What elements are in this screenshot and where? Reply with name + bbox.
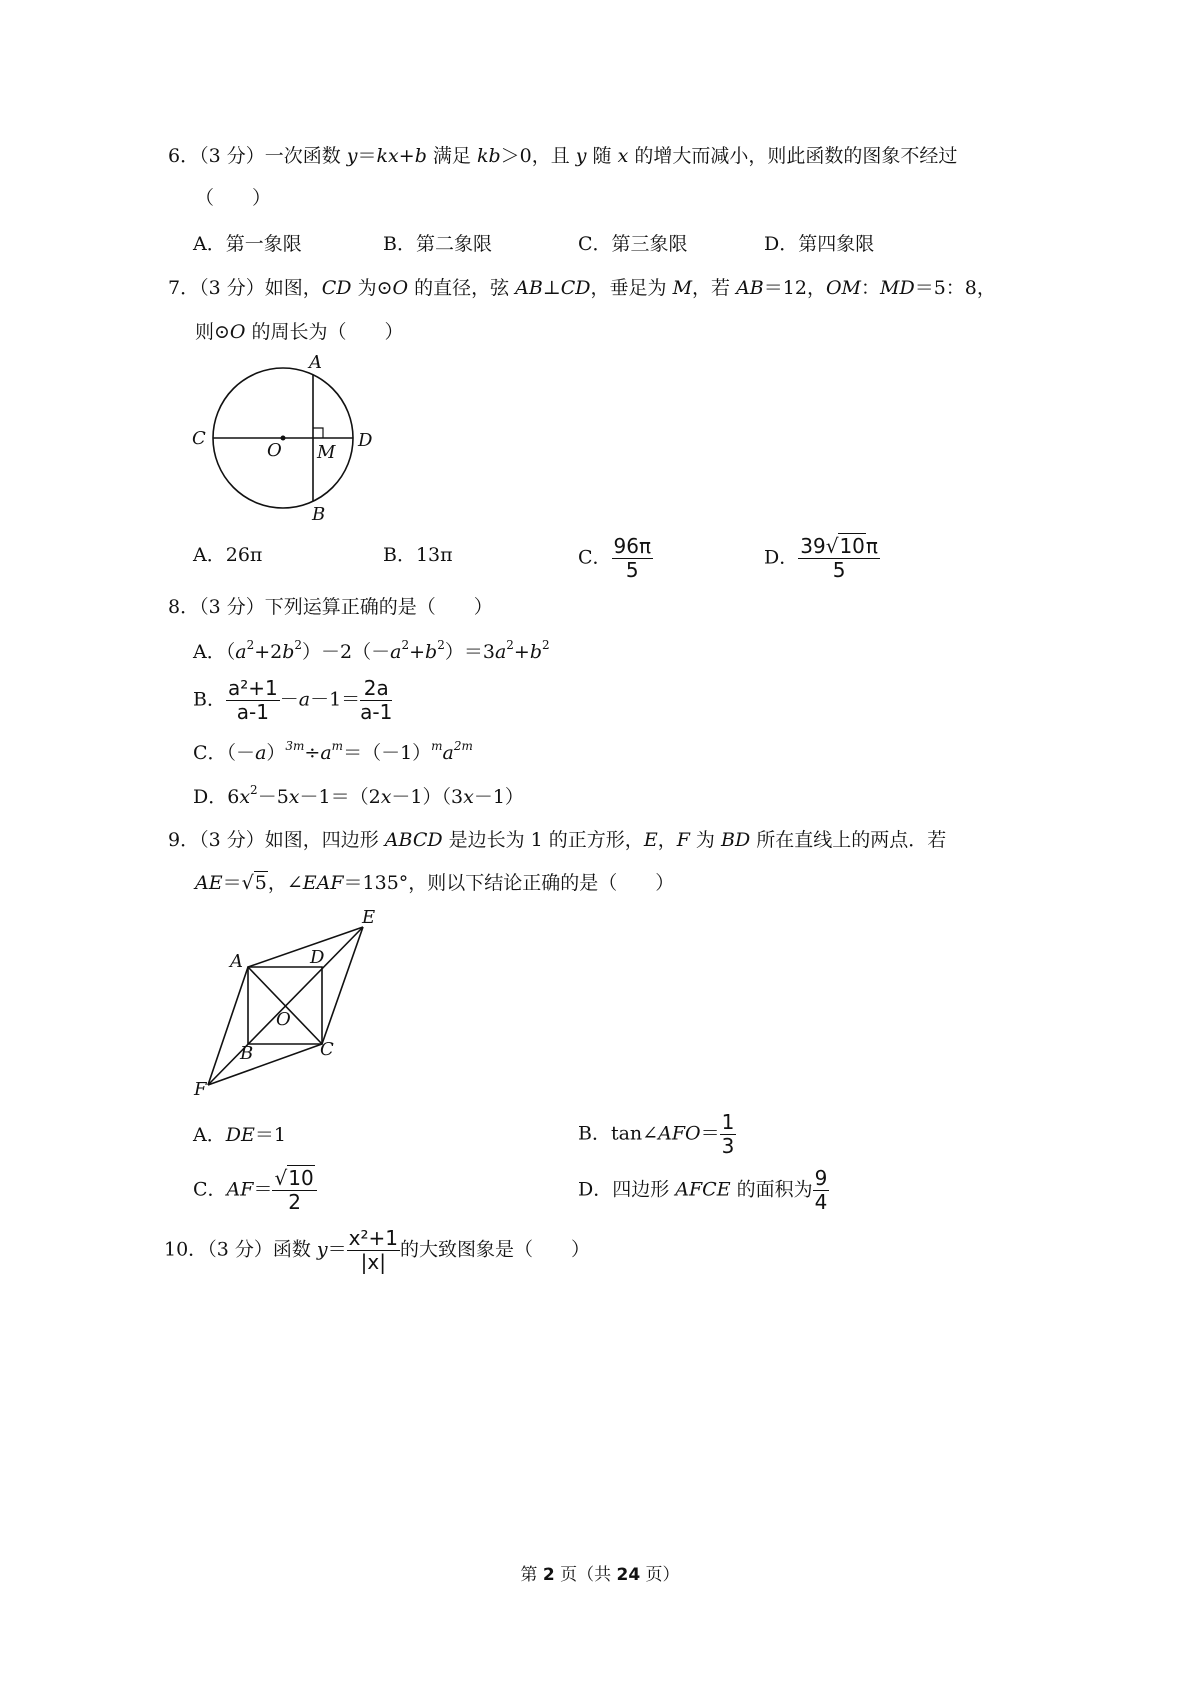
q7-option-a: A．26π bbox=[193, 544, 263, 566]
q7-option-d: D． $\frac{39√10\pi}{5}$ bbox=[764, 534, 878, 582]
fraction-1-over-3: $\frac{1}{3}$ bbox=[721, 1110, 735, 1158]
line-af bbox=[208, 967, 248, 1085]
q8-stem: 8．（3 分）下列运算正确的是（ ） bbox=[168, 596, 493, 618]
label-c: C bbox=[192, 428, 206, 449]
q6-option-d: D．第四象限 bbox=[764, 233, 875, 255]
q9-line1: 9．（3 分）如图，四边形 ABCD 是边长为 1 的正方形，E，F 为 BD 所在直线上的两点．若 bbox=[168, 829, 947, 851]
fraction-96pi-over-5: $\frac{96\pi}{5}$ bbox=[613, 534, 652, 582]
label-a: A bbox=[230, 951, 243, 972]
fraction-9-over-4: $\frac{9}{4}$ bbox=[814, 1166, 828, 1214]
q9-square-figure bbox=[188, 905, 388, 1100]
sqrt-5: √5 bbox=[241, 872, 267, 894]
q9-option-b: B．tan∠AFO＝ $\frac{1}{3}$ bbox=[578, 1110, 735, 1158]
line-ae bbox=[248, 927, 363, 967]
q9-option-c: C．AF＝ $\frac{√10}{2}$ bbox=[193, 1168, 317, 1213]
q6-option-c: C．第三象限 bbox=[578, 233, 688, 255]
fraction-x2plus1-over-absx: $\frac{\text{x²+1}}{|x|}$ bbox=[348, 1226, 398, 1274]
fraction-2a-over-a-1: $\frac{2a}{a-1}$ bbox=[360, 676, 393, 724]
q9-line2: AE＝√5，∠EAF＝135°，则以下结论正确的是（ ） bbox=[195, 872, 675, 894]
label-c: C bbox=[320, 1039, 334, 1060]
label-o: O bbox=[267, 440, 282, 461]
fraction-a2plus1-over-a-1: $\frac{\text{a²+1}}{a-1}$ bbox=[227, 676, 278, 724]
label-d: D bbox=[310, 947, 325, 968]
line-ec bbox=[322, 927, 363, 1044]
q7-line2: 则⊙O 的周长为（ ） bbox=[195, 321, 404, 343]
q9-option-a: A．DE＝1 bbox=[193, 1124, 286, 1146]
fraction-sqrt10-over-2: $\frac{√10}{2}$ bbox=[272, 1168, 316, 1213]
label-b: B bbox=[312, 504, 326, 525]
label-d: D bbox=[358, 430, 373, 451]
label-m: M bbox=[317, 442, 336, 463]
q8-option-c: C．$(-a)^{3m}\div a^m=(-1)^ma^{2m}$ bbox=[193, 739, 473, 764]
label-e: E bbox=[362, 907, 376, 928]
q7-circle-figure bbox=[185, 348, 385, 528]
q10-stem: 10．（3 分）函数 y＝ $\frac{\text{x²+1}}{|x|}$ 的大致图象是（ ） bbox=[164, 1226, 590, 1274]
q7-option-b: B．13π bbox=[383, 544, 453, 566]
page-number: 2 bbox=[542, 1565, 555, 1585]
q6-line1: 6．（3 分）一次函数 y＝kx+b 满足 kb＞0，且 y 随 x 的增大而减小，则此函数的图象不经过 bbox=[168, 145, 958, 167]
page-footer: 第 2 页（共 24 页） bbox=[520, 1565, 680, 1585]
q8-option-b: B． $\frac{\text{a²+1}}{a-1}$ －a－1＝ $\frac{2a}{a-1}$ bbox=[193, 676, 393, 724]
q6-option-a: A．第一象限 bbox=[193, 233, 302, 255]
q8-option-d: D．$6x^2-5x-1=(2x-1)(3x-1)$ bbox=[193, 783, 524, 808]
q9-option-d: D．四边形 AFCE 的面积为 $\frac{9}{4}$ bbox=[578, 1166, 828, 1214]
q7-option-c: C． $\frac{96\pi}{5}$ bbox=[578, 534, 652, 582]
label-b: B bbox=[240, 1043, 254, 1064]
fraction-39sqrt10pi-over-5: $\frac{39√10\pi}{5}$ bbox=[800, 534, 878, 582]
q6-answer-paren: （ ） bbox=[195, 187, 272, 209]
line-fc bbox=[208, 1044, 322, 1085]
right-angle-mark bbox=[313, 428, 323, 438]
q8-option-a: A．$(a^2+2b^2)-2(-a^2+b^2)=3a^2+b^2$ bbox=[193, 638, 550, 663]
q6-option-b: B．第二象限 bbox=[383, 233, 492, 255]
label-o: O bbox=[276, 1009, 291, 1030]
total-pages: 24 bbox=[616, 1565, 641, 1585]
q7-line1: 7．（3 分）如图，CD 为⊙O 的直径，弦 AB⊥CD，垂足为 M，若 AB＝12，OM：MD＝5：8， bbox=[168, 277, 996, 299]
label-a: A bbox=[309, 352, 322, 373]
label-f: F bbox=[194, 1079, 207, 1100]
